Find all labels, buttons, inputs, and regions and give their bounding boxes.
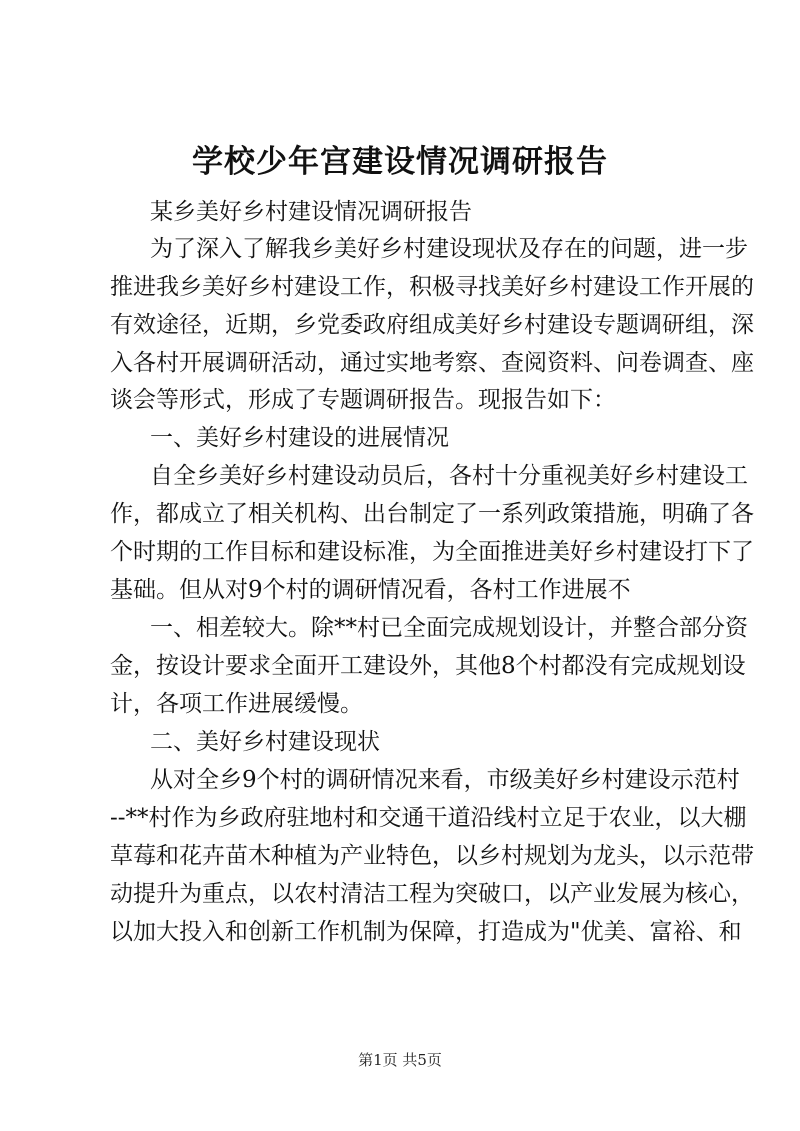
body-line: 一、美好乡村建设的进展情况 [150, 425, 449, 451]
body-line: --**村作为乡政府驻地村和交通干道沿线村立足于农业，以大棚 [110, 805, 747, 831]
body-line: 为了深入了解我乡美好乡村建设现状及存在的问题，进一步 [150, 236, 748, 262]
body-line: 个时期的工作目标和建设标准，为全面推进美好乡村建设打下了 [110, 539, 754, 565]
body-line: 一、相差较大。除**村已全面完成规划设计，并整合部分资 [150, 615, 748, 641]
body-line: 动提升为重点，以农村清洁工程为突破口，以产业发展为核心， [110, 881, 754, 907]
body-line: 某乡美好乡村建设情况调研报告 [150, 199, 472, 225]
body-line: 金，按设计要求全面开工建设外，其他8个村都没有完成规划设 [110, 653, 746, 679]
body-line: 自全乡美好乡村建设动员后，各村十分重视美好乡村建设工 [150, 463, 748, 489]
page-footer: 第1页 共5页 [358, 1051, 442, 1069]
body-line: 有效途径，近期，乡党委政府组成美好乡村建设专题调研组，深 [110, 312, 754, 338]
body-line: 推进我乡美好乡村建设工作，积极寻找美好乡村建设工作开展的 [110, 274, 754, 300]
body-line: 入各村开展调研活动，通过实地考察、查阅资料、问卷调查、座 [110, 350, 754, 376]
document-title: 学校少年宫建设情况调研报告 [192, 144, 608, 180]
body-line: 作，都成立了相关机构、出台制定了一系列政策措施，明确了各 [110, 501, 754, 527]
body-line: 从对全乡9个村的调研情况来看，市级美好乡村建设示范村 [150, 767, 740, 793]
body-line: 谈会等形式，形成了专题调研报告。现报告如下： [110, 387, 616, 413]
body-line: 基础。但从对9个村的调研情况看，各村工作进展不 [110, 577, 631, 603]
body-line: 草莓和花卉苗木种植为产业特色，以乡村规划为龙头，以示范带 [110, 843, 754, 869]
body-line: 计，各项工作进展缓慢。 [110, 691, 363, 717]
body-line: 以加大投入和创新工作机制为保障，打造成为"优美、富裕、和 [110, 919, 742, 945]
body-line: 二、美好乡村建设现状 [150, 729, 380, 755]
